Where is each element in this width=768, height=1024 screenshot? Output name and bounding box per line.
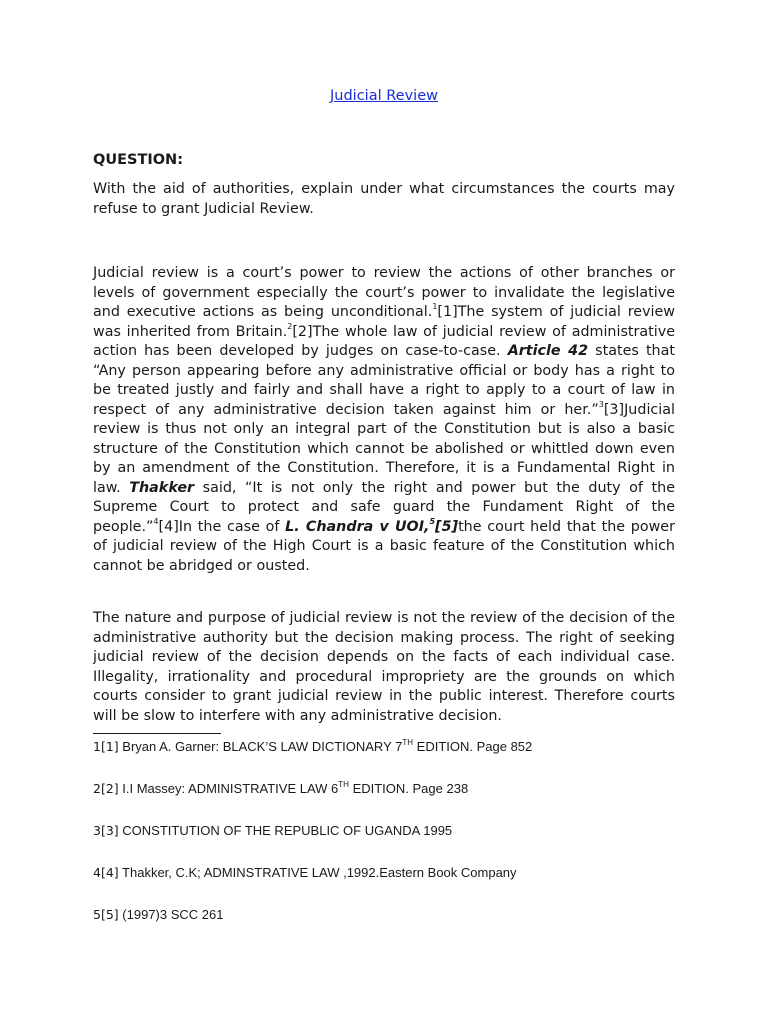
p1-sentence-1: Judicial review is a court’s power to review the actions of other branches or levels of government especially the court’s power to invalidate the legislative and executive actions as being unconditional. [93,265,675,320]
footnote-5 [93,906,223,924]
footnote-4-number[interactable]: 4[4] [93,865,119,880]
footnote-marker-2: [2] [292,323,313,340]
question-text: With the aid of authorities, explain under what circumstances the courts may refuse to grant Judicial Review. [93,181,675,217]
footnote-1-number[interactable]: 1[1] [93,739,119,754]
footnote-2-text-end: EDITION. Page 238 [348,781,469,796]
p1-sentence-6: said, “It is not only the right and power but the duty of the Supreme Court to protect and safe guard the Fundament Right of the people.” [93,479,675,535]
footnote-1-text-end: EDITION. Page 852 [413,739,533,754]
title-link[interactable]: Judicial Review [330,88,438,104]
paragraph-1 [93,264,675,576]
footnote-2-text: I.I Massey: ADMINISTRATIVE LAW 6 [118,781,339,796]
footnote-ref-1[interactable]: 1 [432,302,438,312]
p1-sentence-7: In the case of [178,518,286,535]
footnote-1 [93,738,532,756]
p1-sentence-2: The system of judicial review was inherited from Britain. [93,304,675,340]
footnote-ref-4[interactable]: 4 [153,516,159,526]
p1-sentence-4: states that “Any person appearing before any administrative official or body has a right to be treated justly and fairly and shall have a right to apply to a court of law in respect of any administrative decision taken against him or her.” [93,343,675,418]
p1-sentence-8: the court held that the power of judicial review of the High Court is a basic feature of the Constitution which cannot be abridged or ousted. [93,518,675,574]
footnote-ref-2[interactable]: 2 [287,321,293,331]
footnote-separator [93,733,221,734]
question-label: QUESTION: [93,152,183,168]
footnote-marker-5: [5] [435,518,459,535]
article-42-emphasis: Article 42 [507,343,589,359]
footnote-2-sup: TH [338,779,349,789]
p1-sentence-3: The whole law of judicial review of administrative action has been developed by judges on case-to-case. [93,323,675,359]
footnote-marker-3: [3] [603,401,625,418]
case-name-emphasis: L. Chandra v UOI, [285,518,430,535]
document-title [0,86,768,106]
footnote-ref-3[interactable]: 3 [598,399,604,409]
paragraph-2: The nature and purpose of judicial review is not the review of the decision of the administrative authority but the decision making process. The right of seeking judicial review of the decision depends on the facts of each individual case. Illegality, irrationality and procedural impropriety are the grounds on which courts consider to grant judicial review in the public interest. Therefore courts will be slow to interfere with any administrative decision. [93,610,675,724]
footnote-2 [93,780,468,798]
footnote-3-number[interactable]: 3[3] [93,823,119,838]
footnote-3-text: CONSTITUTION OF THE REPUBLIC OF UGANDA 1995 [118,823,453,838]
p1-sentence-5: Judicial review is thus not only an integral part of the Constitution but is also a basic structure of the Constitution which cannot be abolished or whittled down even by an amendment of the Constitution. Therefore, it is a Fundamental Right in law. [93,401,675,496]
footnote-4-text: Thakker, C.K; ADMINSTRATIVE LAW ,1992.Eastern Book Company [118,865,517,880]
footnote-1-text: Bryan A. Garner: BLACK’S LAW DICTIONARY 7 [118,739,403,754]
footnote-5-text: (1997)3 SCC 261 [118,907,224,922]
footnote-5-number[interactable]: 5[5] [93,907,119,922]
footnote-1-sup: TH [402,737,414,747]
thakker-emphasis: Thakker [129,479,195,496]
footnote-ref-5[interactable]: 5 [429,516,436,526]
footnote-2-number[interactable]: 2[2] [93,781,119,796]
footnote-marker-1: [1] [437,304,458,320]
footnote-4 [93,864,517,882]
footnote-3 [93,822,452,840]
footnote-marker-4: [4] [158,518,179,535]
